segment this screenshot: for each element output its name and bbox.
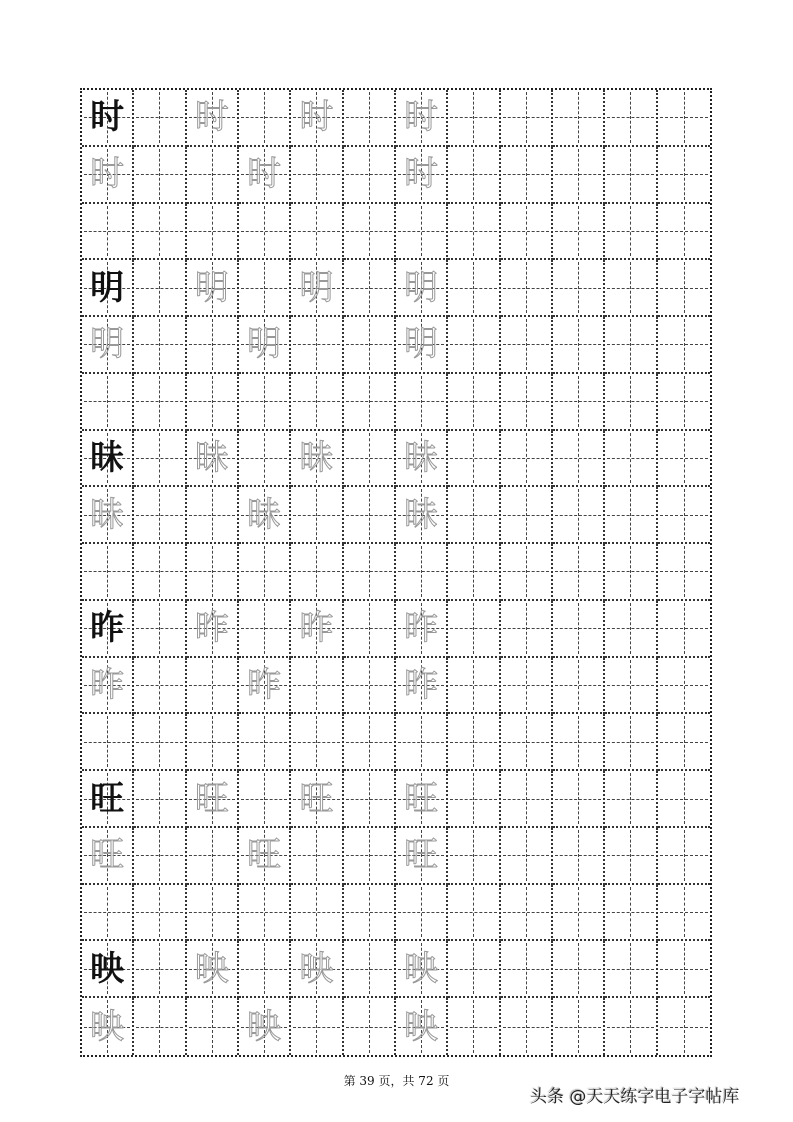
grid-cell: [501, 260, 553, 317]
grid-cell: [553, 998, 605, 1055]
model-character: 映: [90, 948, 125, 989]
grid-cell: [448, 771, 500, 828]
grid-cell: [501, 941, 553, 998]
grid-cell: [187, 601, 239, 658]
grid-cell: [239, 90, 291, 147]
trace-character: 时: [194, 97, 229, 138]
grid-cell: [187, 544, 239, 601]
grid-cell: [553, 487, 605, 544]
grid-cell: [553, 941, 605, 998]
trace-character: 昨: [404, 608, 439, 649]
grid-cell: [605, 317, 657, 374]
trace-character: 昨: [90, 665, 125, 706]
trace-character: 昧: [299, 437, 334, 478]
watermark: 头条 @天天练字电子字帖库: [530, 1087, 740, 1107]
grid-cell: [239, 714, 291, 771]
grid-cell: [82, 487, 134, 544]
grid-cell: [291, 544, 343, 601]
model-character: 昧: [90, 437, 125, 478]
trace-character: 时: [404, 154, 439, 195]
grid-cell: [82, 431, 134, 488]
grid-cell: [239, 941, 291, 998]
grid-cell: [396, 828, 448, 885]
trace-character: 时: [247, 154, 282, 195]
grid-cell: [448, 374, 500, 431]
grid-cell: [239, 431, 291, 488]
grid-cell: [239, 828, 291, 885]
grid-cell: [553, 601, 605, 658]
grid-cell: [605, 544, 657, 601]
trace-character: 映: [247, 1006, 282, 1047]
model-character: 昨: [90, 608, 125, 649]
grid-cell: [658, 601, 710, 658]
grid-cell: [239, 658, 291, 715]
grid-cell: [187, 487, 239, 544]
grid-cell: [501, 771, 553, 828]
grid-cell: [187, 431, 239, 488]
grid-cell: [82, 714, 134, 771]
trace-character: 旺: [299, 778, 334, 819]
grid-cell: [187, 147, 239, 204]
trace-character: 昧: [404, 437, 439, 478]
grid-cell: [448, 714, 500, 771]
grid-cell: [291, 658, 343, 715]
grid-cell: [134, 260, 186, 317]
grid-cell: [344, 317, 396, 374]
grid-cell: [187, 998, 239, 1055]
grid-cell: [658, 658, 710, 715]
grid-cell: [501, 317, 553, 374]
grid-cell: [344, 601, 396, 658]
grid-cell: [605, 885, 657, 942]
grid-cell: [134, 885, 186, 942]
grid-cell: [344, 658, 396, 715]
grid-cell: [344, 147, 396, 204]
page-number: 第 39 页，共 72 页: [343, 1074, 450, 1088]
trace-character: 映: [194, 948, 229, 989]
grid-cell: [501, 601, 553, 658]
grid-cell: [291, 828, 343, 885]
grid-cell: [448, 828, 500, 885]
grid-cell: [396, 885, 448, 942]
trace-character: 旺: [247, 835, 282, 876]
grid-cell: [291, 374, 343, 431]
grid-cell: [344, 374, 396, 431]
grid-cell: [291, 941, 343, 998]
grid-cell: [553, 260, 605, 317]
grid-cell: [501, 204, 553, 261]
grid-cell: [605, 828, 657, 885]
model-character: 时: [90, 97, 125, 138]
grid-cell: [448, 431, 500, 488]
grid-cell: [448, 601, 500, 658]
grid-cell: [448, 204, 500, 261]
grid-cell: [448, 90, 500, 147]
trace-character: 映: [299, 948, 334, 989]
grid-cell: [396, 431, 448, 488]
grid-cell: [82, 998, 134, 1055]
grid-cell: [658, 431, 710, 488]
grid-cell: [553, 317, 605, 374]
trace-character: 昧: [90, 494, 125, 535]
grid-cell: [658, 998, 710, 1055]
trace-character: 昨: [299, 608, 334, 649]
grid-cell: [187, 885, 239, 942]
grid-cell: [605, 431, 657, 488]
model-character: 明: [90, 267, 125, 308]
grid-cell: [501, 147, 553, 204]
grid-cell: [553, 431, 605, 488]
grid-cell: [134, 544, 186, 601]
trace-character: 明: [194, 267, 229, 308]
grid-cell: [605, 658, 657, 715]
grid-cell: [291, 998, 343, 1055]
grid-cell: [134, 601, 186, 658]
grid-cell: [239, 317, 291, 374]
trace-character: 时: [299, 97, 334, 138]
trace-character: 明: [404, 267, 439, 308]
grid-cell: [291, 885, 343, 942]
grid-cell: [187, 260, 239, 317]
grid-cell: [501, 885, 553, 942]
trace-character: 昧: [194, 437, 229, 478]
grid-cell: [396, 90, 448, 147]
grid-cell: [658, 204, 710, 261]
grid-cell: [501, 998, 553, 1055]
trace-character: 旺: [90, 835, 125, 876]
grid-cell: [553, 90, 605, 147]
trace-character: 昨: [247, 665, 282, 706]
grid-cell: [396, 487, 448, 544]
grid-cell: [291, 771, 343, 828]
grid-cell: [553, 147, 605, 204]
grid-cell: [396, 601, 448, 658]
grid-cell: [291, 487, 343, 544]
grid-cell: [658, 260, 710, 317]
grid-cell: [501, 487, 553, 544]
grid-cell: [658, 374, 710, 431]
grid-cell: [344, 714, 396, 771]
trace-character: 昨: [404, 665, 439, 706]
grid-cell: [344, 828, 396, 885]
grid-cell: [553, 771, 605, 828]
grid-cell: [187, 941, 239, 998]
grid-cell: [448, 544, 500, 601]
grid-cell: [134, 771, 186, 828]
grid-cell: [187, 828, 239, 885]
grid-cell: [605, 601, 657, 658]
grid-cell: [501, 828, 553, 885]
grid-cell: [658, 487, 710, 544]
grid-cell: [501, 544, 553, 601]
grid-cell: [658, 147, 710, 204]
grid-cell: [82, 885, 134, 942]
grid-cell: [291, 90, 343, 147]
grid-cell: [187, 374, 239, 431]
grid-cell: [605, 714, 657, 771]
grid-cell: [396, 658, 448, 715]
grid-cell: [291, 260, 343, 317]
grid-cell: [658, 771, 710, 828]
grid-cell: [448, 885, 500, 942]
grid-cell: [82, 260, 134, 317]
grid-cell: [396, 317, 448, 374]
trace-character: 旺: [194, 778, 229, 819]
trace-character: 映: [404, 1006, 439, 1047]
grid-cell: [396, 260, 448, 317]
grid-cell: [82, 374, 134, 431]
grid-cell: [396, 941, 448, 998]
grid-cell: [134, 204, 186, 261]
grid-cell: [605, 147, 657, 204]
grid-cell: [134, 998, 186, 1055]
grid-cell: [82, 771, 134, 828]
grid-cell: [291, 204, 343, 261]
grid-cell: [344, 544, 396, 601]
grid-cell: [396, 714, 448, 771]
grid-cell: [396, 998, 448, 1055]
grid-cell: [239, 147, 291, 204]
grid-cell: [239, 374, 291, 431]
grid-cell: [553, 544, 605, 601]
trace-character: 昧: [247, 494, 282, 535]
grid-cell: [553, 885, 605, 942]
grid-cell: [448, 941, 500, 998]
grid-cell: [448, 147, 500, 204]
grid-cell: [658, 941, 710, 998]
grid-cell: [501, 90, 553, 147]
grid-cell: [396, 204, 448, 261]
grid-cell: [134, 431, 186, 488]
trace-character: 明: [90, 324, 125, 365]
practice-grid: [80, 88, 712, 1057]
grid-cell: [448, 317, 500, 374]
grid-cell: [605, 204, 657, 261]
grid-cell: [291, 601, 343, 658]
grid-cell: [82, 544, 134, 601]
grid-cell: [658, 544, 710, 601]
grid-cell: [605, 998, 657, 1055]
trace-character: 明: [404, 324, 439, 365]
grid-cell: [239, 771, 291, 828]
grid-cell: [605, 487, 657, 544]
grid-cell: [344, 885, 396, 942]
grid-cell: [553, 204, 605, 261]
model-character: 旺: [90, 778, 125, 819]
grid-cell: [396, 147, 448, 204]
grid-cell: [134, 90, 186, 147]
grid-cell: [239, 260, 291, 317]
grid-cell: [396, 544, 448, 601]
grid-cell: [448, 487, 500, 544]
grid-cell: [134, 374, 186, 431]
grid-cell: [134, 487, 186, 544]
grid-cell: [187, 771, 239, 828]
trace-character: 昨: [194, 608, 229, 649]
grid-cell: [658, 885, 710, 942]
grid-cell: [396, 374, 448, 431]
grid-cell: [134, 714, 186, 771]
grid-cell: [605, 374, 657, 431]
grid-cell: [658, 317, 710, 374]
grid-cell: [82, 90, 134, 147]
grid-cell: [239, 544, 291, 601]
grid-cell: [501, 374, 553, 431]
grid-cell: [501, 714, 553, 771]
grid-cell: [658, 828, 710, 885]
grid-cell: [344, 90, 396, 147]
grid-cell: [344, 204, 396, 261]
grid-cell: [134, 941, 186, 998]
grid-cell: [239, 601, 291, 658]
grid-cell: [553, 658, 605, 715]
grid-cell: [344, 998, 396, 1055]
grid-cell: [239, 204, 291, 261]
grid-cell: [134, 658, 186, 715]
grid-cell: [82, 658, 134, 715]
grid-cell: [605, 771, 657, 828]
trace-character: 时: [404, 97, 439, 138]
grid-cell: [82, 317, 134, 374]
grid-cell: [501, 658, 553, 715]
grid-cell: [605, 941, 657, 998]
trace-character: 映: [404, 948, 439, 989]
grid-cell: [344, 431, 396, 488]
trace-character: 明: [247, 324, 282, 365]
grid-cell: [553, 828, 605, 885]
trace-character: 时: [90, 154, 125, 195]
grid-cell: [187, 658, 239, 715]
trace-character: 昧: [404, 494, 439, 535]
grid-cell: [658, 714, 710, 771]
grid-cell: [291, 431, 343, 488]
grid-cell: [82, 147, 134, 204]
grid-cell: [134, 317, 186, 374]
grid-cell: [82, 828, 134, 885]
grid-cell: [448, 998, 500, 1055]
grid-cell: [187, 204, 239, 261]
grid-cell: [134, 147, 186, 204]
grid-cell: [396, 771, 448, 828]
grid-cell: [82, 204, 134, 261]
grid-cell: [344, 771, 396, 828]
grid-cell: [187, 90, 239, 147]
grid-cell: [448, 260, 500, 317]
grid-cell: [553, 714, 605, 771]
grid-cell: [291, 317, 343, 374]
grid-cell: [501, 431, 553, 488]
grid-cell: [82, 941, 134, 998]
grid-cell: [291, 714, 343, 771]
grid-cell: [187, 714, 239, 771]
grid-cell: [239, 998, 291, 1055]
trace-character: 旺: [404, 835, 439, 876]
grid-cell: [239, 885, 291, 942]
grid-cell: [605, 260, 657, 317]
grid-cell: [344, 487, 396, 544]
grid-cell: [82, 601, 134, 658]
grid-cell: [553, 374, 605, 431]
grid-cell: [658, 90, 710, 147]
grid-cell: [344, 941, 396, 998]
grid-cell: [344, 260, 396, 317]
grid-cell: [239, 487, 291, 544]
grid-cell: [605, 90, 657, 147]
trace-character: 明: [299, 267, 334, 308]
grid-cell: [187, 317, 239, 374]
trace-character: 旺: [404, 778, 439, 819]
grid-cell: [448, 658, 500, 715]
grid-cell: [291, 147, 343, 204]
trace-character: 映: [90, 1006, 125, 1047]
grid-cell: [134, 828, 186, 885]
